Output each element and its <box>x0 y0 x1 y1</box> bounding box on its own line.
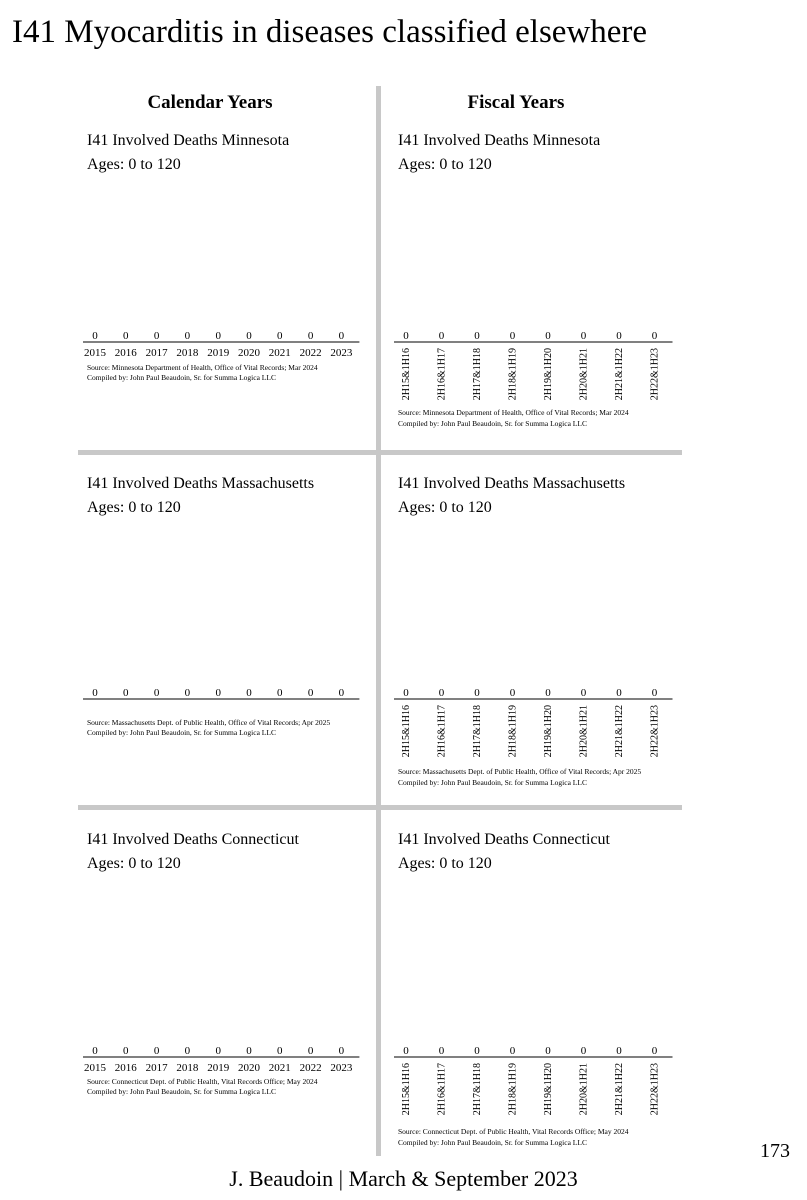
ages-label: Ages: 0 to 120 <box>398 855 492 872</box>
tick-label: 2020 <box>238 347 260 359</box>
tick-label: 2022 <box>299 1062 322 1074</box>
tick-label: 2H18&1H19 <box>507 705 519 758</box>
page-number: 173 <box>760 1140 790 1162</box>
chart-title: I41 Involved Deaths Minnesota <box>87 132 290 149</box>
compiled-note: Compiled by: John Paul Beaudoin, Sr. for Summa Logica LLC <box>398 778 587 787</box>
ages-label: Ages: 0 to 120 <box>398 156 492 173</box>
data-label: 0 <box>651 687 658 699</box>
tick-label: 2021 <box>268 347 291 359</box>
data-label: 0 <box>580 1045 587 1057</box>
tick-label: 2018 <box>176 1062 199 1074</box>
vertical-divider <box>376 86 381 1156</box>
data-label: 0 <box>438 330 445 342</box>
data-label: 0 <box>403 330 409 342</box>
footer-credit: J. Beaudoin | March & September 2023 <box>229 1166 578 1191</box>
tick-label: 2H22&1H23 <box>649 348 661 401</box>
source-note: Source: Connecticut Dept. of Public Health, Vital Records Office; May 2024 <box>87 1077 318 1086</box>
chart-calendar-minnesota <box>83 328 368 368</box>
compiled-note: Compiled by: John Paul Beaudoin, Sr. for Summa Logica LLC <box>87 373 276 382</box>
data-label: 0 <box>474 687 480 699</box>
data-label: 0 <box>307 687 314 699</box>
data-label: 0 <box>92 687 98 699</box>
data-label: 0 <box>307 1045 314 1057</box>
data-label: 0 <box>153 330 160 342</box>
data-label: 0 <box>246 687 252 699</box>
tick-label: 2H22&1H23 <box>649 1063 661 1116</box>
ages-label: Ages: 0 to 120 <box>398 499 492 516</box>
data-label: 0 <box>338 330 345 342</box>
ages-label: Ages: 0 to 120 <box>87 156 181 173</box>
data-label: 0 <box>215 1045 221 1057</box>
data-label: 0 <box>616 330 622 342</box>
data-label: 0 <box>307 330 314 342</box>
horizontal-divider-bottom <box>78 805 682 810</box>
tick-label: 2018 <box>176 347 199 359</box>
tick-label: 2H17&1H18 <box>472 1063 483 1116</box>
tick-label: 2015 <box>84 1062 106 1074</box>
calendar-years-heading: Calendar Years <box>147 92 273 113</box>
chart-title: I41 Involved Deaths Connecticut <box>87 831 299 848</box>
compiled-note: Compiled by: John Paul Beaudoin, Sr. for Summa Logica LLC <box>398 1138 587 1147</box>
data-label: 0 <box>246 1045 252 1057</box>
data-label: 0 <box>651 330 658 342</box>
tick-label: 2017 <box>145 347 168 359</box>
data-label: 0 <box>509 1045 516 1057</box>
tick-label: 2022 <box>299 347 322 359</box>
data-label: 0 <box>438 1045 445 1057</box>
tick-label: 2H15&1H16 <box>401 705 412 758</box>
tick-label: 2H18&1H19 <box>507 348 519 401</box>
tick-label: 2H16&1H17 <box>436 705 448 758</box>
data-label: 0 <box>277 1045 283 1057</box>
tick-label: 2019 <box>207 347 230 359</box>
data-label: 0 <box>545 687 551 699</box>
ages-label: Ages: 0 to 120 <box>87 855 181 872</box>
data-label: 0 <box>651 1045 658 1057</box>
chart-fiscal-connecticut <box>394 1043 674 1123</box>
tick-label: 2016 <box>114 1062 137 1074</box>
tick-label: 2H18&1H19 <box>507 1063 519 1116</box>
tick-label: 2023 <box>330 1062 353 1074</box>
compiled-note: Compiled by: John Paul Beaudoin, Sr. for Summa Logica LLC <box>398 419 587 428</box>
compiled-note: Compiled by: John Paul Beaudoin, Sr. for Summa Logica LLC <box>87 1087 276 1096</box>
data-label: 0 <box>474 330 480 342</box>
tick-label: 2H19&1H20 <box>543 348 554 401</box>
data-label: 0 <box>215 330 221 342</box>
data-label: 0 <box>580 330 587 342</box>
tick-label: 2H20&1H21 <box>578 1063 590 1116</box>
data-label: 0 <box>474 1045 480 1057</box>
data-label: 0 <box>403 1045 409 1057</box>
source-note: Source: Minnesota Department of Health, Office of Vital Records; Mar 2024 <box>398 408 629 417</box>
data-label: 0 <box>509 687 516 699</box>
data-label: 0 <box>277 687 283 699</box>
fiscal-years-heading: Fiscal Years <box>467 92 565 113</box>
data-label: 0 <box>184 330 191 342</box>
data-label: 0 <box>403 687 409 699</box>
data-label: 0 <box>616 1045 622 1057</box>
tick-label: 2H15&1H16 <box>401 1063 412 1116</box>
source-note: Source: Massachusetts Dept. of Public Health, Office of Vital Records; Apr 2025 <box>398 767 642 776</box>
chart-fiscal-massachusetts <box>394 685 674 765</box>
tick-label: 2H21&1H22 <box>614 705 625 758</box>
tick-label: 2021 <box>268 1062 291 1074</box>
tick-label: 2H15&1H16 <box>401 348 412 401</box>
tick-label: 2H16&1H17 <box>436 1063 448 1116</box>
data-label: 0 <box>580 687 587 699</box>
data-label: 0 <box>92 1045 98 1057</box>
tick-label: 2017 <box>145 1062 168 1074</box>
chart-title: I41 Involved Deaths Massachusetts <box>398 475 626 492</box>
data-label: 0 <box>277 330 283 342</box>
data-label: 0 <box>509 330 516 342</box>
tick-label: 2016 <box>114 347 137 359</box>
tick-label: 2H20&1H21 <box>578 705 590 758</box>
data-label: 0 <box>153 1045 160 1057</box>
data-label: 0 <box>123 330 129 342</box>
chart-title: I41 Involved Deaths Connecticut <box>398 831 610 848</box>
data-label: 0 <box>184 1045 191 1057</box>
page-title: I41 Myocarditis in diseases classified elsewhere <box>12 14 648 50</box>
tick-label: 2H21&1H22 <box>614 348 625 401</box>
data-label: 0 <box>338 1045 345 1057</box>
data-label: 0 <box>545 330 551 342</box>
source-note: Source: Connecticut Dept. of Public Health, Vital Records Office; May 2024 <box>398 1127 629 1136</box>
data-label: 0 <box>616 687 622 699</box>
data-label: 0 <box>92 330 98 342</box>
tick-label: 2H16&1H17 <box>436 348 448 401</box>
tick-label: 2H22&1H23 <box>649 705 661 758</box>
data-label: 0 <box>153 687 160 699</box>
tick-label: 2H19&1H20 <box>543 1063 554 1116</box>
data-label: 0 <box>338 687 345 699</box>
data-label: 0 <box>123 1045 129 1057</box>
tick-label: 2H17&1H18 <box>472 705 483 758</box>
chart-title: I41 Involved Deaths Minnesota <box>398 132 601 149</box>
tick-label: 2015 <box>84 347 106 359</box>
source-note: Source: Minnesota Department of Health, Office of Vital Records; Mar 2024 <box>87 363 318 372</box>
tick-label: 2H17&1H18 <box>472 348 483 401</box>
data-label: 0 <box>215 687 221 699</box>
tick-label: 2019 <box>207 1062 230 1074</box>
chart-title: I41 Involved Deaths Massachusetts <box>87 475 315 492</box>
data-label: 0 <box>438 687 445 699</box>
data-label: 0 <box>123 687 129 699</box>
chart-calendar-massachusetts <box>83 685 368 697</box>
chart-fiscal-minnesota <box>394 328 674 408</box>
data-label: 0 <box>246 330 252 342</box>
horizontal-divider-top <box>78 450 682 455</box>
data-label: 0 <box>184 687 191 699</box>
tick-label: 2H20&1H21 <box>578 348 590 401</box>
tick-label: 2023 <box>330 347 353 359</box>
tick-label: 2020 <box>238 1062 260 1074</box>
ages-label: Ages: 0 to 120 <box>87 499 181 516</box>
source-note: Source: Massachusetts Dept. of Public Health, Office of Vital Records; Apr 2025 <box>87 718 331 727</box>
tick-label: 2H19&1H20 <box>543 705 554 758</box>
data-label: 0 <box>545 1045 551 1057</box>
tick-label: 2H21&1H22 <box>614 1063 625 1116</box>
compiled-note: Compiled by: John Paul Beaudoin, Sr. for Summa Logica LLC <box>87 728 276 737</box>
